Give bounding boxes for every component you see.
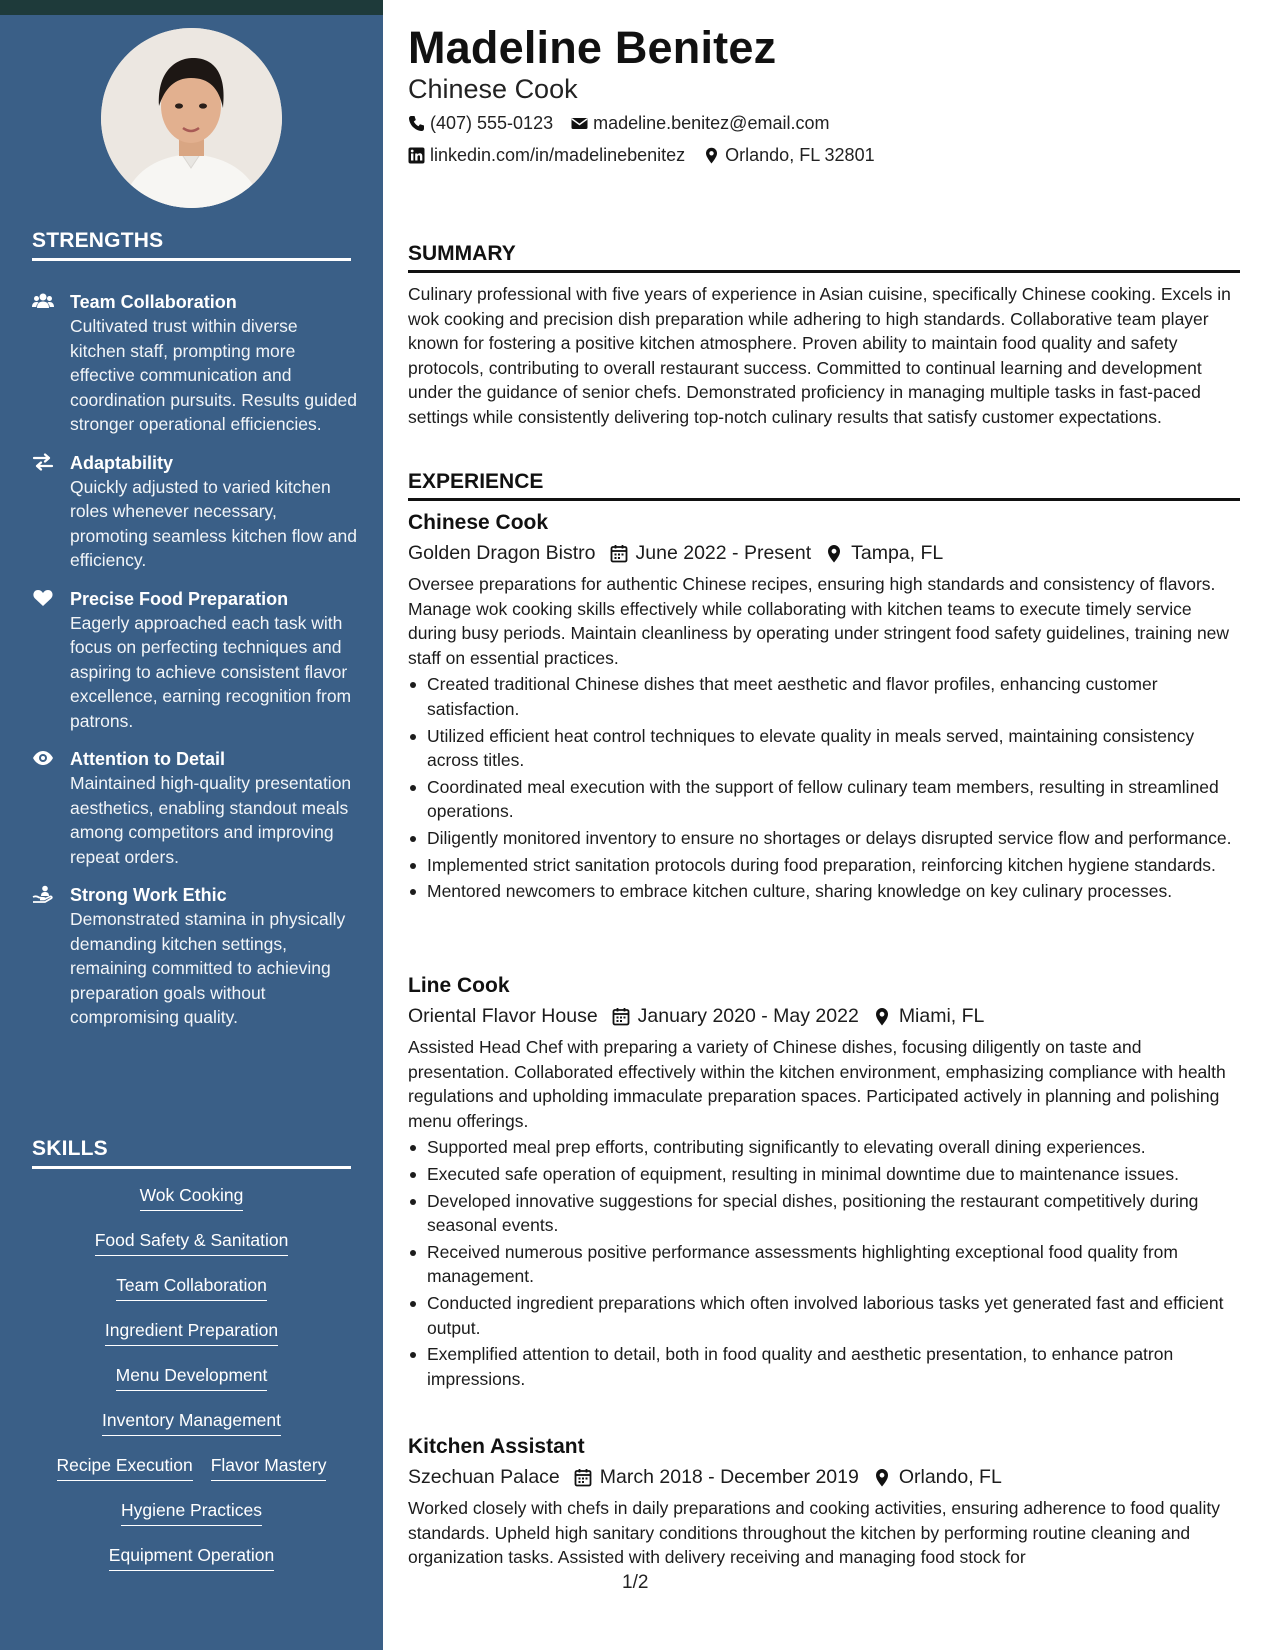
strength-item — [32, 747, 357, 869]
job-description: Oversee preparations for authentic Chinese recipes, ensuring high standards and consistency of flavors. Manage wok cooking skills effectively while collaborating with kitchen teams to execute timely service during busy periods. Maintain cleanliness by operating under stringent food safety guidelines, training new staff on essential practices. — [408, 574, 1230, 668]
skill-tag: Wok Cooking — [140, 1183, 244, 1211]
strength-description: Eagerly approached each task with focus on perfecting techniques and aspiring to achieve consistent flavor excellence, earning recognition from patrons. — [70, 612, 352, 731]
strength-item — [32, 290, 357, 437]
location-contact — [703, 145, 874, 166]
strength-item — [32, 451, 357, 573]
job-location: Orlando, FL — [898, 1466, 1002, 1488]
contact-row — [408, 113, 847, 134]
strength-title: Precise Food Preparation — [70, 588, 289, 609]
linkedin-text: linkedin.com/in/madelinebenitez — [430, 145, 686, 165]
skill-tag: Ingredient Preparation — [105, 1318, 278, 1346]
company-name: Szechuan Palace — [408, 1466, 560, 1488]
job-title: Chinese Cook — [408, 511, 549, 534]
list-item: Received numerous positive performance assessments highlighting exceptional food quality from management. — [408, 1240, 1240, 1289]
strength-title: Team Collaboration — [70, 292, 237, 312]
phone-contact — [408, 113, 553, 134]
linkedin-icon — [408, 147, 425, 164]
skill-tag: Flavor Mastery — [211, 1453, 327, 1481]
list-item: Coordinated meal execution with the support of fellow culinary team members, resulting in streamlined operations. — [408, 775, 1240, 824]
skills-list — [32, 1183, 351, 1588]
job-entry — [408, 971, 1240, 1393]
candidate-role: Chinese Cook — [408, 74, 578, 104]
list-item: Diligently monitored inventory to ensure no shortages or delays disrupted service flow and performance. — [408, 826, 1240, 851]
list-item: Created traditional Chinese dishes that meet aesthetic and flavor profiles, enhancing customer satisfaction. — [408, 672, 1240, 721]
arrows-exchange-icon — [32, 451, 70, 573]
eye-icon — [32, 747, 70, 869]
calendar-icon — [574, 1468, 592, 1487]
skill-tag: Hygiene Practices — [121, 1498, 262, 1526]
linkedin-contact[interactable] — [408, 145, 685, 166]
job-title: Kitchen Assistant — [408, 1435, 585, 1458]
list-item: Developed innovative suggestions for special dishes, positioning the restaurant competitively during seasonal events. — [408, 1189, 1240, 1238]
calendar-icon — [612, 1007, 630, 1026]
job-dates: January 2020 - May 2022 — [637, 1005, 859, 1027]
job-dates: June 2022 - Present — [635, 542, 812, 564]
strength-description: Demonstrated stamina in physically demanding kitchen settings, remaining committed to achieving preparation goals without compromising quality. — [70, 909, 346, 1027]
job-bullets — [408, 1135, 1240, 1391]
summary-heading: SUMMARY — [408, 242, 1240, 273]
list-item: Mentored newcomers to embrace kitchen culture, sharing knowledge on key culinary processes. — [408, 879, 1240, 904]
strength-description: Maintained high-quality presentation aesthetics, enabling standout meals among competitors and improving repeat orders. — [70, 773, 352, 867]
sidebar-top-bar — [0, 0, 383, 15]
email-text: madeline.benitez@email.com — [593, 113, 830, 133]
strength-title: Adaptability — [70, 452, 174, 473]
job-entry — [408, 1432, 1240, 1570]
phone-icon — [408, 115, 425, 132]
list-item: Supported meal prep efforts, contributing significantly to elevating overall dining experiences. — [408, 1135, 1240, 1160]
job-location: Tampa, FL — [851, 542, 944, 564]
map-pin-icon — [703, 147, 720, 164]
page-number: 1/2 — [622, 1572, 649, 1593]
list-item: Exemplified attention to detail, both in food quality and aesthetic presentation, to enhance patron impressions. — [408, 1342, 1240, 1391]
heart-icon — [32, 587, 70, 734]
job-meta — [408, 1001, 1240, 1031]
phone-text: (407) 555-0123 — [430, 113, 554, 133]
job-location: Miami, FL — [898, 1005, 985, 1027]
summary-text: Culinary professional with five years of experience in Asian cuisine, specifically Chinese cooking. Excels in wok cooking and precision dish preparation while adhering to high standards. Collaborative team player known for fostering a positive kitchen atmosphere. Proven ability to maintain food quality and safety protocols, contributing to overall restaurant success. Committed to continual learning and development under the guidance of senior chefs. Demonstrated proficiency in managing multiple tasks in fast-paced settings while consistently delivering top-notch culinary results that satisfy customer expectations. — [408, 284, 1231, 427]
hand-holding-person-icon — [32, 883, 70, 1030]
job-bullets — [408, 672, 1240, 903]
skill-tag: Team Collaboration — [116, 1273, 267, 1301]
users-icon — [32, 290, 70, 437]
map-pin-icon — [825, 544, 843, 563]
strength-title: Attention to Detail — [70, 749, 225, 769]
location-text: Orlando, FL 32801 — [725, 145, 875, 165]
contact-row — [408, 145, 893, 166]
skill-tag: Menu Development — [116, 1363, 268, 1391]
strengths-list — [32, 290, 357, 1044]
job-dates: March 2018 - December 2019 — [599, 1466, 859, 1488]
list-item: Implemented strict sanitation protocols during food preparation, reinforcing kitchen hygiene standards. — [408, 853, 1240, 878]
map-pin-icon — [873, 1468, 891, 1487]
list-item: Conducted ingredient preparations which often involved laborious tasks yet generated fast and efficient output. — [408, 1291, 1240, 1340]
job-description: Assisted Head Chef with preparing a variety of Chinese dishes, focusing diligently on taste and presentation. Collaborated effectively within the kitchen environment, emphasizing compliance with health regulations and upholding immaculate preparation spaces. Participated actively in planning and polishing menu offerings. — [408, 1037, 1226, 1131]
skill-tag: Food Safety & Sanitation — [95, 1228, 289, 1256]
company-name: Oriental Flavor House — [408, 1005, 598, 1027]
skill-tag: Equipment Operation — [109, 1543, 274, 1571]
job-description: Worked closely with chefs in daily preparations and cooking activities, ensuring adherence to food quality standards. Upheld high sanitary conditions throughout the kitchen by performing routine cleaning and organization tasks. Assisted with delivery receiving and managing food stock for — [408, 1498, 1220, 1568]
strength-item — [32, 883, 357, 1030]
avatar — [101, 28, 282, 208]
strengths-heading: STRENGTHS — [32, 229, 351, 261]
envelope-icon — [571, 115, 588, 132]
map-pin-icon — [873, 1007, 891, 1026]
strength-title: Strong Work Ethic — [70, 885, 227, 905]
strength-item — [32, 587, 357, 734]
company-name: Golden Dragon Bistro — [408, 542, 596, 564]
skills-heading: SKILLS — [32, 1137, 351, 1169]
job-meta — [408, 538, 1240, 568]
email-contact[interactable] — [571, 113, 829, 134]
job-title: Line Cook — [408, 974, 510, 997]
calendar-icon — [610, 544, 628, 563]
job-entry — [408, 508, 1240, 906]
candidate-name: Madeline Benitez — [408, 22, 777, 73]
strength-description: Quickly adjusted to varied kitchen roles whenever necessary, promoting seamless kitchen flow and efficiency. — [70, 476, 357, 570]
experience-heading: EXPERIENCE — [408, 470, 1240, 501]
list-item: Utilized efficient heat control techniques to elevate quality in meals served, maintaining consistency across titles. — [408, 724, 1240, 773]
sidebar — [0, 0, 383, 1650]
strength-description: Cultivated trust within diverse kitchen staff, prompting more effective communication and coordination pursuits. Results guided stronger operational efficiencies. — [70, 316, 357, 434]
list-item: Executed safe operation of equipment, resulting in minimal downtime due to maintenance issues. — [408, 1162, 1240, 1187]
skill-tag: Inventory Management — [102, 1408, 281, 1436]
skill-tag: Recipe Execution — [57, 1453, 193, 1481]
job-meta — [408, 1462, 1240, 1492]
